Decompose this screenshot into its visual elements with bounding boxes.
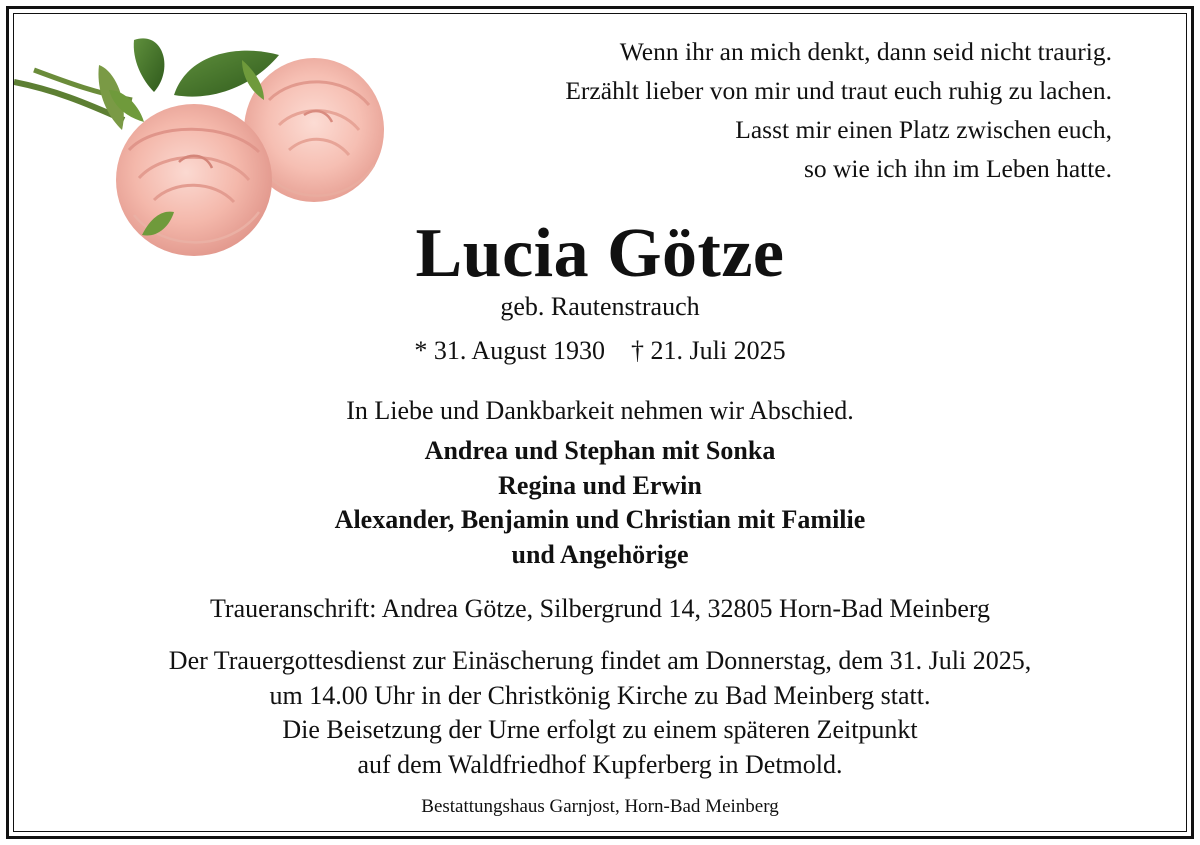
service-line: um 14.00 Uhr in der Christkönig Kirche zu Bad Meinberg statt. (269, 680, 931, 710)
service-line: Die Beisetzung der Urne erfolgt zu einem späteren Zeitpunkt (282, 715, 918, 744)
maiden-name: geb. Rautenstrauch (500, 292, 700, 321)
service-line: Der Trauergottesdienst zur Einäscherung findet am Donnerstag, dem 31. Juli 2025, (168, 646, 1032, 675)
death-date: † 21. Juli 2025 (631, 336, 786, 365)
funeral-home: Bestattungshaus Garnjost, Horn-Bad Meinberg (421, 796, 779, 817)
mourner-line: Andrea und Stephan mit Sonka (424, 436, 776, 465)
mourning-address: Traueranschrift: Andrea Götze, Silbergrund 14, 32805 Horn-Bad Meinberg (209, 594, 991, 623)
birth-date: * 31. August 1930 (414, 336, 606, 365)
farewell-text: In Liebe und Dankbarkeit nehmen wir Abschied. (346, 396, 854, 425)
mourner-line: und Angehörige (511, 539, 689, 569)
service-line: auf dem Waldfriedhof Kupferberg in Detmold. (357, 749, 843, 779)
poem-line: Erzählt lieber von mir und traut euch ruhig zu lachen. (565, 76, 1112, 105)
life-dates (0, 334, 1200, 368)
mourner-line: Regina und Erwin (498, 470, 702, 500)
mourner-line: Alexander, Benjamin und Christian mit Familie (334, 505, 866, 534)
poem-line: so wie ich ihn im Leben hatte. (803, 154, 1112, 183)
mourners-list (0, 434, 1200, 572)
poem-line: Wenn ihr an mich denkt, dann seid nicht traurig. (619, 37, 1112, 66)
leaf (134, 38, 165, 92)
service-info (0, 644, 1200, 782)
poem (392, 32, 1112, 188)
deceased-name: Lucia Götze (415, 215, 785, 292)
poem-line: Lasst mir einen Platz zwischen euch, (735, 115, 1112, 144)
